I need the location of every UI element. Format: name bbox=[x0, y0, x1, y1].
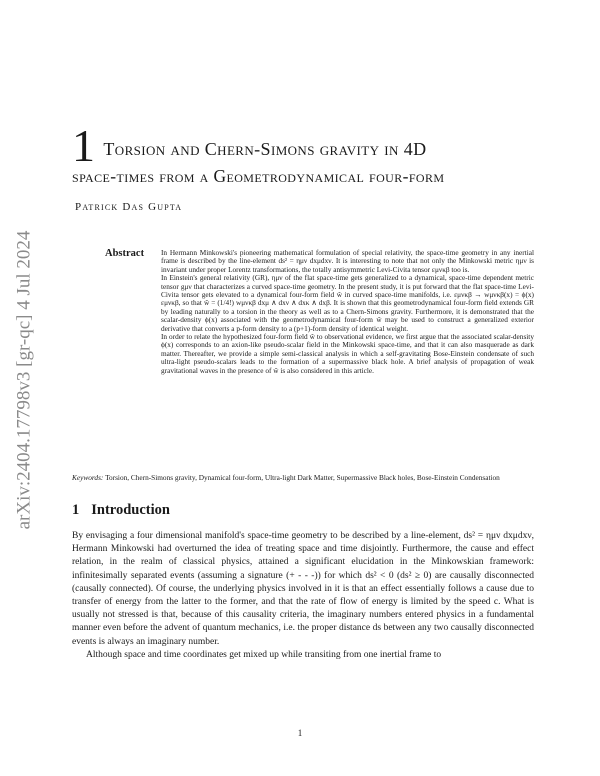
author-name: Patrick Das Gupta bbox=[75, 201, 183, 213]
abstract-label: Abstract bbox=[105, 248, 145, 259]
section-number: 1 bbox=[72, 502, 80, 518]
section-title: Introduction bbox=[91, 502, 170, 518]
abstract-paragraph-3: In order to relate the hypothesized four-form field w̃ to observational evidence, we first argue that the associated scalar-density ϕ(x) corresponds to an axion-like pseudo-scalar field in the Minkowski space-time, and that it can also masquerade as dark matter. Thereafter, we provide a simple semi-classical analysis in which a self-gravitating Bose-Einstein condensate of such ultra-light pseudo-scalars leads to the formation of a supermassive black hole. A brief analysis of propagation of weak gravitational waves in the presence of w̃ is also considered in this article. bbox=[161, 332, 534, 375]
abstract-paragraph-2: In Einstein's general relativity (GR), ημν of the flat space-time gets generalized to a dynamical, space-time dependent metric tensor gμν that characterizes a curved space-time geometry. In the present study, it is put forward that the flat space-time Levi-Civita tensor gets elevated to a dynamical four-form field w̃ in curved space-time manifolds, i.e. εμνκβ → wμνκβ(x) = ϕ(x) εμνκβ, so that w̃ = (1/4!) wμνκβ dxμ ∧ dxν ∧ dxκ ∧ dxβ. It is shown that this geometrodynamical four-form field extends GR by leading naturally to a torsion in the theory as well as to a Chern-Simons gravity. Furthermore, it is demonstrated that the scalar-density ϕ(x) associated with the geometrodynamical four-form w̃ may be used to construct a generalized exterior derivative that converts a p-form density to a (p+1)-form density of identical weight. bbox=[161, 273, 534, 333]
abstract-paragraph-1: In Hermann Minkowski's pioneering mathematical formulation of special relativity, the space-time geometry in any inertial frame is described by the line-element ds² = ημν dxμdxν. It is interesting to note that not only the Minkowski metric ημν is invariant under proper Lorentz transformations, the totally antisymmetric Levi-Civita tensor εμνκβ too is. bbox=[161, 248, 534, 274]
title-line-1: Torsion and Chern-Simons gravity in 4D bbox=[103, 139, 427, 159]
keywords-text: Torsion, Chern-Simons gravity, Dynamical four-form, Ultra-light Dark Matter, Supermassive Black holes, Bose-Einstein Condensation bbox=[105, 473, 500, 482]
keywords-label: Keywords: bbox=[72, 473, 104, 482]
keywords bbox=[72, 473, 542, 483]
body-paragraph-1: By envisaging a four dimensional manifold's space-time geometry to be described by a line-element, ds² = ημν dxμdxν, Hermann Minkowski had overturned the idea of treating space and time disjointly. Furthermore, the cause and effect relation, in the realm of classical physics, attained a significant elucidation in the Minkowskian framework: infinitesimally separated events (assuming a signature (+ - - -)) for which ds² < 0 (ds² ≥ 0) are causally disconnected (causally connected). Of course, the underlying physics involved in it is that an effect essentially follows a cause due to transfer of energy from the latter to the former, and that the rate of flow of energy is limited by the speed c. What is usually not stressed is that, because of this causality criteria, the imaginary numbers entered physics in a fundamental manner even before the advent of quantum mechanics, i.e. the proper distance ds between any two causally disconnected events is always an imaginary number. bbox=[72, 531, 534, 647]
arxiv-stamp bbox=[4, 200, 44, 560]
chapter-title bbox=[72, 120, 542, 188]
abstract bbox=[161, 249, 534, 375]
page-number: 1 bbox=[297, 728, 303, 738]
body-text bbox=[72, 530, 534, 662]
title-line-2: space-times from a Geometrodynamical four-form bbox=[72, 166, 445, 186]
section-heading bbox=[72, 502, 170, 519]
arxiv-stamp-text: arXiv:2404.17798v3 [gr-qc] 4 Jul 2024 bbox=[13, 230, 35, 530]
body-paragraph-2: Although space and time coordinates get mixed up while transiting from one inertial frame to bbox=[86, 649, 442, 660]
chapter-number: 1 bbox=[72, 120, 96, 171]
